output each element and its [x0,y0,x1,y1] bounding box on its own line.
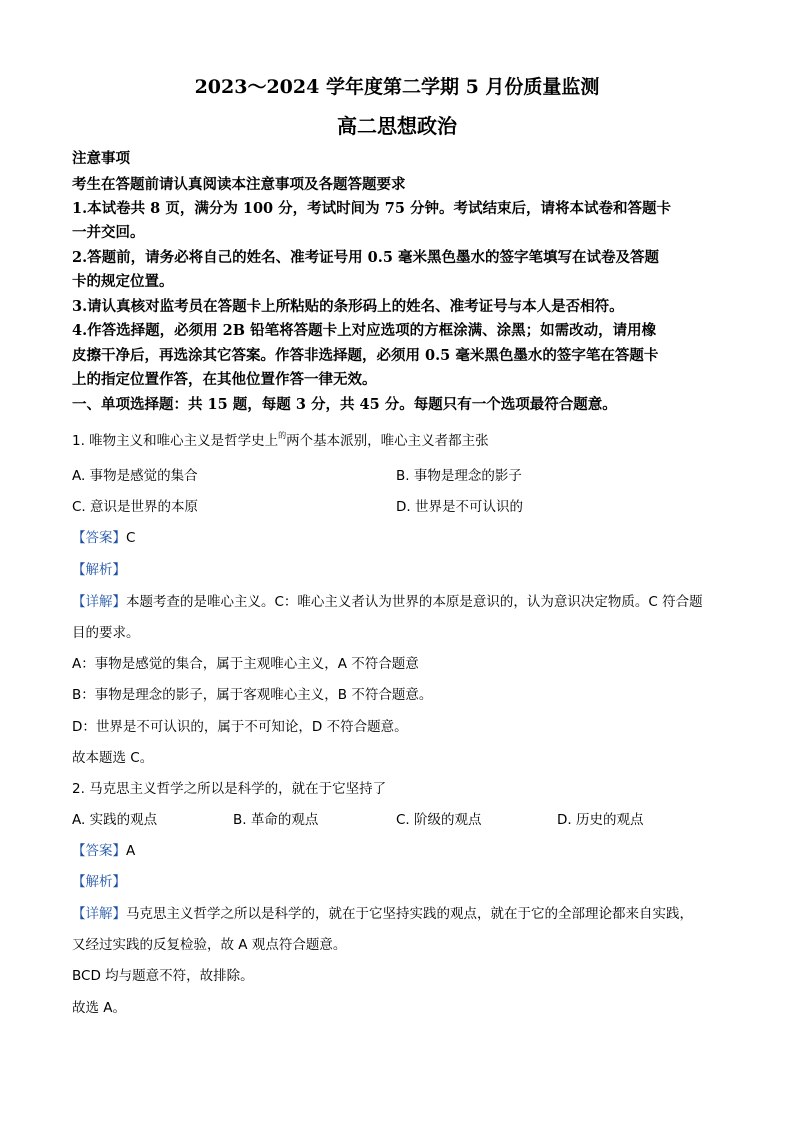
detail-tag: 【详解】 [72,906,126,922]
notice-item-2: 2.答题前，请务必将自己的姓名、准考证号用 0.5 毫米黑色墨水的签字笔填写在试卷及答题 [72,249,659,266]
notice-heading: 注意事项 [72,150,130,167]
q1-conclusion: 故本题选 C。 [72,750,154,766]
q2-option-d: D. 历史的观点 [557,812,644,828]
q2-conclusion: 故选 A。 [72,1000,127,1016]
q1-explain-a: A：事物是感觉的集合，属于主观唯心主义，A 不符合题意 [72,656,419,672]
answer-value: A [126,843,136,859]
notice-intro: 考生在答题前请认真阅读本注意事项及各题答题要求 [72,176,406,193]
q1-analysis-tag: 【解析】 [72,562,126,578]
notice-item-4-end: 上的指定位置作答，在其他位置作答一律无效。 [72,371,377,388]
q1-stem: 1. 唯物主义和唯心主义是哲学史上$^的$两个基本派别，唯心主义者都主张 [72,431,489,449]
q1-explain-b: B：事物是理念的影子，属于客观唯心主义，B 不符合题意。 [72,687,433,703]
q1-detail: 【详解】本题考查的是唯心主义。C：唯心主义者认为世界的本原是意识的，认为意识决定物质。C 符合题 [72,594,703,610]
q1-explain-d: D：世界是不可认识的，属于不可知论，D 不符合题意。 [72,719,408,735]
notice-item-1: 1.本试卷共 8 页，满分为 100 分，考试时间为 75 分钟。考试结束后，请将本试卷和答题卡 [72,200,671,217]
notice-item-4-cont: 皮擦干净后，再选涂其它答案。作答非选择题，必须用 0.5 毫米黑色墨水的签字笔在答题卡 [72,347,659,364]
q1-option-c: C. 意识是世界的本原 [72,499,199,515]
answer-value: C [126,530,136,546]
q2-option-c: C. 阶级的观点 [396,812,482,828]
q2-detail: 【详解】马克思主义哲学之所以是科学的，就在于它坚持实践的观点，就在于它的全部理论都来自实践， [72,906,693,922]
q1-option-a: A. 事物是感觉的集合 [72,468,198,484]
q2-option-b: B. 革命的观点 [233,812,319,828]
q2-detail-cont: 又经过实践的反复检验，故 A 观点符合题意。 [72,937,347,953]
q1-option-b: B. 事物是理念的影子 [396,468,522,484]
answer-tag: 【答案】 [72,530,126,546]
notice-item-3: 3.请认真核对监考员在答题卡上所粘贴的条形码上的姓名、准考证号与本人是否相符。 [72,298,624,315]
q1-detail-cont: 目的要求。 [72,625,140,641]
q2-option-a: A. 实践的观点 [72,812,158,828]
notice-item-4: 4.作答选择题，必须用 2B 铅笔将答题卡上对应选项的方框涂满、涂黑；如需改动，请用橡 [72,322,657,339]
notice-item-2-cont: 卡的规定位置。 [72,273,174,290]
section-heading: 一、单项选择题：共 15 题，每题 3 分，共 45 分。每题只有一个选项最符合题意。 [72,396,617,413]
detail-tag: 【详解】 [72,594,126,610]
q1-answer [72,526,135,546]
q2-explain-bcd: BCD 均与题意不符，故排除。 [72,968,254,984]
q2-analysis-tag: 【解析】 [72,874,126,890]
q1-option-d: D. 世界是不可认识的 [396,499,523,515]
exam-subject: 高二思想政治 [337,114,457,138]
exam-title: 2023～2024 学年度第二学期 5 月份质量监测 [194,76,600,98]
q2-answer [72,839,135,859]
q2-stem: 2. 马克思主义哲学之所以是科学的，就在于它坚持了 [72,781,387,797]
answer-tag: 【答案】 [72,843,126,859]
notice-item-1-cont: 一并交回。 [72,224,145,241]
